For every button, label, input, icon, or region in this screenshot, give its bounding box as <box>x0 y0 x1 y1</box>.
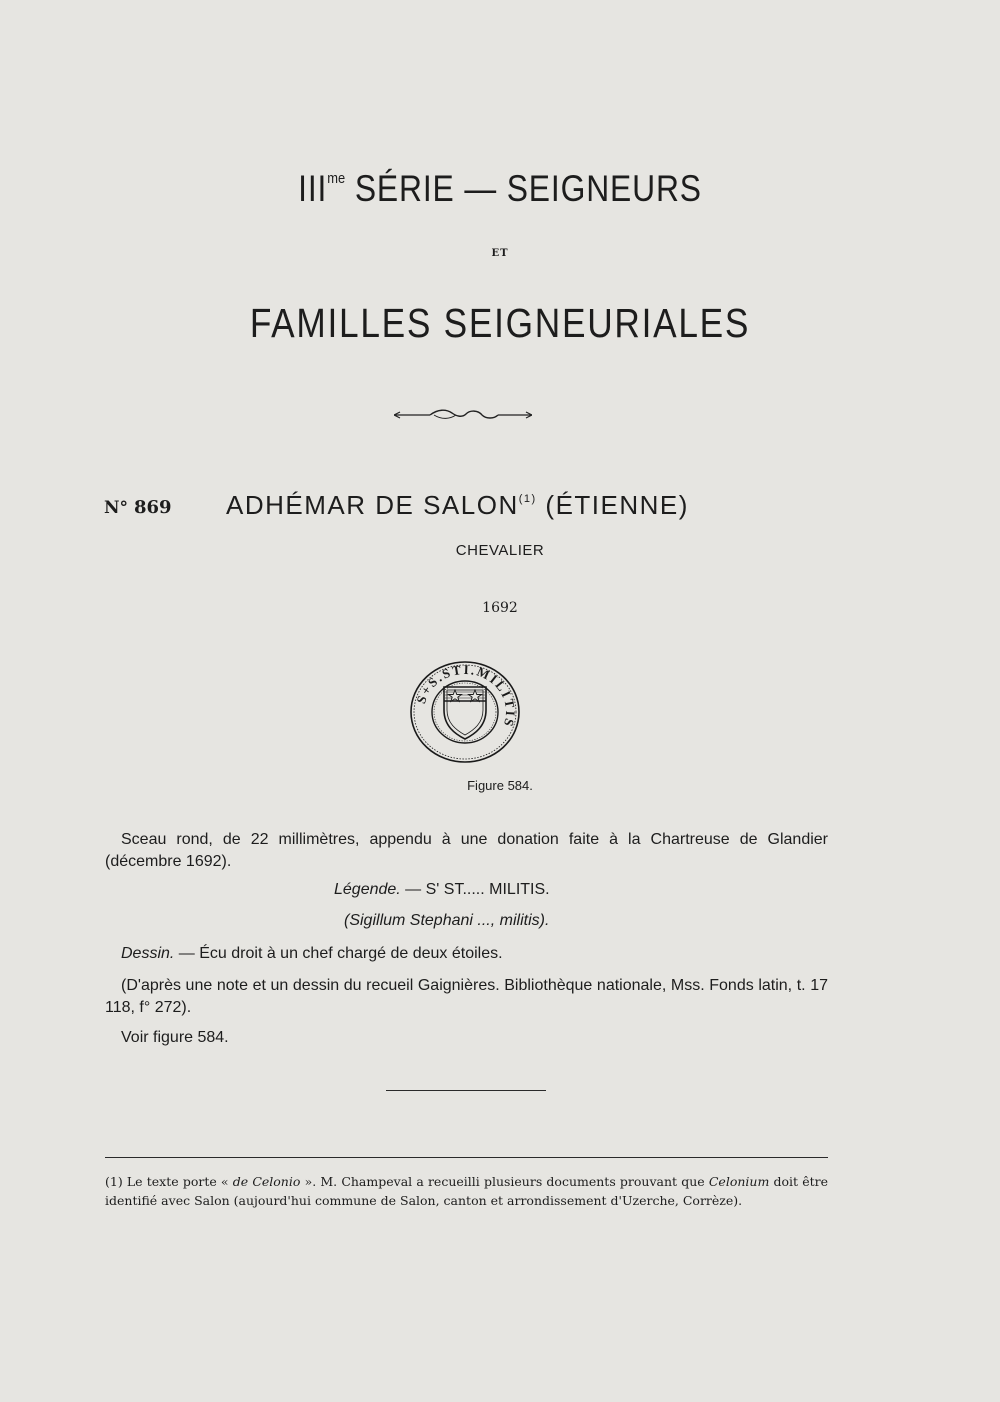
series-title: $III^{me}$ SÉRIE — SEIGNEURS <box>298 168 702 209</box>
see-figure: Voir figure 584. <box>121 1029 229 1046</box>
entry-name: ADHÉMAR DE SALON$^{(1)}$ (ÉTIENNE) <box>226 490 689 520</box>
section-title: FAMILLES SEIGNEURIALES <box>249 300 751 346</box>
legend-line: Légende. — S' ST..... MILITIS. <box>334 881 550 898</box>
drawing-description: Dessin. — Écu droit à un chef chargé de deux étoiles. <box>121 945 503 962</box>
svg-text:S+S.STI.MILITIS: S+S.STI.MILITIS <box>413 661 519 730</box>
entry-rank: CHEVALIER <box>455 542 545 559</box>
source-note: (D'après une note et un dessin du recueil Gaignières. Bibliothèque nationale, Mss. Fonds latin, t. 17 118, f° 272). <box>105 977 828 1016</box>
seal-description: Sceau rond, de 22 millimètres, appendu à une donation faite à la Chartreuse de Glandier (décembre 1692). <box>105 831 828 870</box>
legend-expansion: (Sigillum Stephani ..., militis). <box>344 912 550 929</box>
section-divider <box>386 1090 546 1091</box>
entry-year: 1692 <box>482 600 518 616</box>
footnote-reference: (1) <box>518 493 537 505</box>
conjunction-et: ET <box>491 248 509 259</box>
seal-with-shield-and-two-stars-icon <box>409 660 521 764</box>
entry-number: N° 869 <box>104 497 172 518</box>
footnote-divider <box>105 1157 828 1158</box>
figure-caption: Figure 584. <box>467 778 533 793</box>
footnote: (1) Le texte porte « de Celonio ». M. Champeval a recueilli plusieurs documents prouvant que Celonium doit être identifié avec Salon (aujourd'hui commune de Salon, canton et arrondissement d'Uzerche, Corrèze). <box>105 1174 828 1208</box>
ornament-divider-icon <box>394 408 532 422</box>
